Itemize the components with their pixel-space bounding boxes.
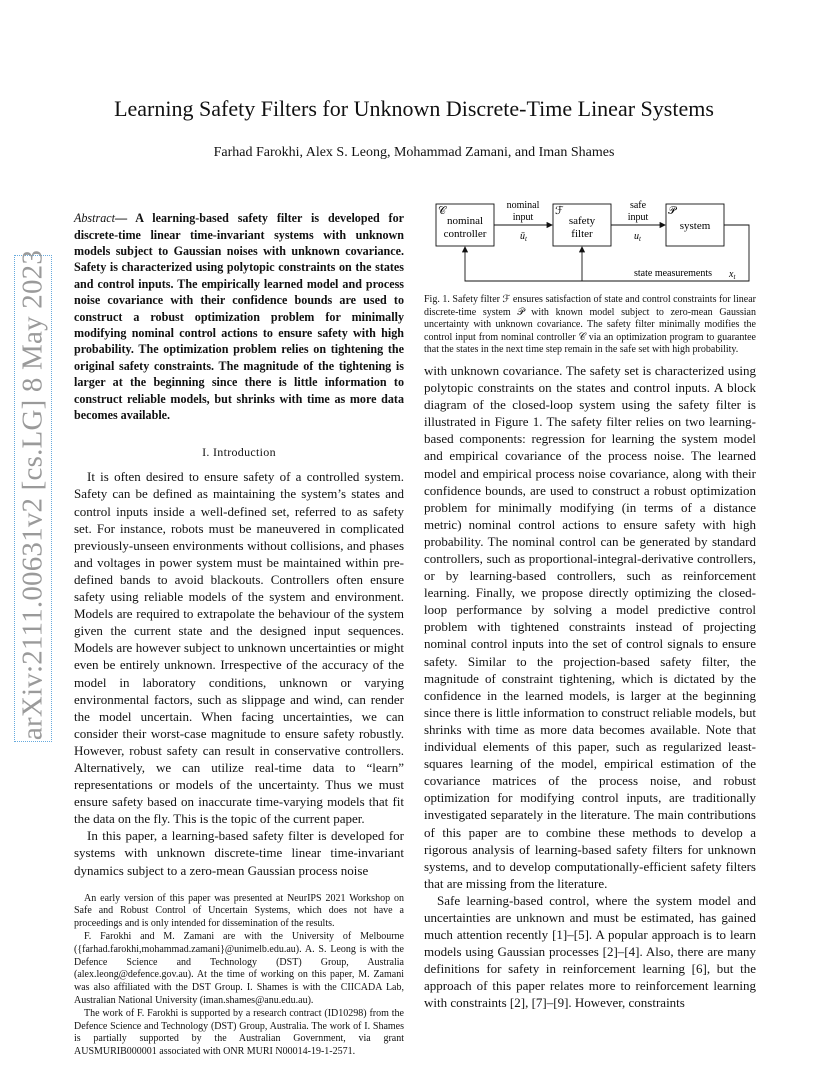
figure-caption: Fig. 1. Safety filter ℱ ensures satisfaction of state and control constraints for linear discrete-time system 𝒫 with known model subject to zero-mean Gaussian uncertainty with unknown covariance. The safety filter minimally modifies the control input from nominal controller 𝒞 via an optimization program to guarantee that the states in the next time step remain in the safe set with high probability. [424,294,756,356]
filter-symbol: ℱ [555,205,564,217]
left-column [74,198,404,1059]
paper-title: Learning Safety Filters for Unknown Discrete-Time Linear Systems [114,96,714,121]
filter-label-1: safety [568,215,596,227]
right-column [424,196,756,1012]
figure-block-diagram [424,196,756,286]
arxiv-stamp-text: arXiv:2111.00631v2 [cs.LG] 8 May 2023 [16,249,49,741]
right-paragraph-1: with unknown covariance. The safety set is characterized using polytopic constraints on the states and control inputs. A block diagram of the closed-loop system using the safety filter is illustrated in Figure 1. The safety filter relies on two learning-based components: regression for learning the system model and empirical covariance of the process noise. The learned model and empirical process noise covariance, along with their confidence bounds, are used to construct a robust optimization problem for minimally modifying (in terms of a distance metric) nominal control actions to ensure safety with high probability. The nominal control can be generated by standard controllers, such as proportional-integral-derivative controllers, or by learning-based controllers, such as reinforcement learning. Finally, we propose directly optimizing the closed-loop performance by solving a model predictive control problem with tightened constraints instead of projecting nominal control inputs into the set of control signals to ensure safety. Similar to the projection-based safety filter, the magnitude of constraint tightening, which is dictated by the confidence in the learned models, is larger at the beginning since there is little information to construct reliable models, but shrinks with time as more data becomes available. Note that individual elements of this paper, such as regularized least-squares learning of the model, empirical estimation of the covariance matrices of the process noise, and robust optimization for modifying control inputs, are traditionally investigated separately in the literature. The main contributions of this paper are to combine these methods to develop a rigorous analysis of learning-based safety filters for unknown systems, and to develop computationally-efficient safety filters that are missing from the literature. [424,362,756,891]
system-symbol: 𝒫 [668,205,676,217]
nominal-input-label-1: nominal [506,200,540,211]
safe-input-label-1: safe [629,200,647,211]
system-label: system [679,220,711,232]
controller-symbol: 𝒞 [438,205,447,217]
abstract [74,210,404,423]
section-heading-intro: I. Introduction [202,445,276,460]
footnote-2: F. Farokhi and M. Zamani are with the University of Melbourne ({farhad.farokhi,mohammad.zamani}@unimelb.edu.au). A. S. Leong is with the Defence Science and Technology (DST) Group, Australia (alex.leong@defence.gov.au). At the time of working on this paper, M. Zamani was also affiliated with the DST Group. I. Shames is with the CIICADA Lab, Australian National University (iman.shames@anu.edu.au). [74,931,404,1006]
right-paragraph-2: Safe learning-based control, where the system model and uncertainties are unknown and must be estimated, has gained much attention recently [1]–[5]. A popular approach is to learn models using Gaussian processes [2]–[4]. Also, there are many definitions for safety in reinforcement learning [6], but the approach of this paper relates more to reinforcement learning with constraints [2], [7]–[9]. However, constraints [424,892,756,1011]
intro-paragraph-1: It is often desired to ensure safety of a controlled system. Safety can be defined as maintaining the system’s states and control inputs inside a well-defined set, referred to as safety set. For instance, robots must be maneuvered in complicated previously-unseen environments without collisions, and phases and voltages in power system must be maintained within pre-defined bands to avoid blackouts. Controllers often ensure safety using reliable models of the system and environment. Models are required to extrapolate the behaviour of the system given the current state and the designed input sequences. Models are however subject to unknown uncertainties or might even be entirely unknown. Irrespective of the accuracy of the model in laboratory conditions, unknown or varying environmental factors, such as slippage and wind, can render the model uncertain. When facing uncertainties, we can consider their worst-case magnitude to ensure safety robustly. However, robust safety can result in conservative controllers. Alternatively, we can utilize real-time data to “learn” representations or models of the uncertainty. Thus we must ensure safety based on inaccurate time-varying models that fit the data on the fly. This is the topic of the current paper. [74,469,404,827]
safe-input-label-2: input [627,212,649,223]
paper-authors: Farhad Farokhi, Alex S. Leong, Mohammad Zamani, and Iman Shames [213,145,615,160]
filter-label-2: filter [571,228,593,240]
footnote-1: An early version of this paper was presented at NeurIPS 2021 Workshop on Safe and Robust Control of Uncertain Systems, which does not have a proceedings and is only intended for dissemination of the results. [74,892,404,930]
controller-label-1: nominal [446,215,484,227]
controller-label-2: controller [443,228,487,240]
intro-paragraph-2: In this paper, a learning-based safety filter is developed for systems with unknown discrete-time linear time-invariant dynamics subject to a zero-mean Gaussian process noise [74,828,404,878]
nominal-input-label-2: input [512,212,534,223]
arxiv-stamp [16,249,49,741]
feedback-label: state measurements [634,268,713,279]
feedback-symbol: $x_t$ [729,269,736,281]
abstract-label: Abstract [74,211,115,226]
abstract-text: — A learning-based safety filter is developed for discrete-time linear time-invariant systems with unknown models subject to Gaussian noises with unknown covariance. Safety is characterized using polytopic constraints on the states and control inputs. The empirically learned model and process noise covariance with their confidence bounds are used to construct a robust optimization problem for minimally modifying nominal control actions to ensure safety with high probability. The optimization problem relies on tightening the original safety constraints. The magnitude of the tightening is larger at the beginning since there is little information to construct reliable models, but shrinks with time as more data becomes available. [74,211,404,422]
safe-input-symbol: $u_t$ [634,231,641,243]
block-diagram-svg [424,196,756,286]
footnote-3: The work of F. Farokhi is supported by a research contract (ID10298) from the Defence Science and Technology (DST) Group, Australia. The work of I. Shames is partially supported by the Australian Government, via grant AUSMURIB000001 associated with ONR MURI N00014-19-1-2571. [74,1007,404,1058]
nominal-input-symbol: $ū_t$ [520,231,527,243]
